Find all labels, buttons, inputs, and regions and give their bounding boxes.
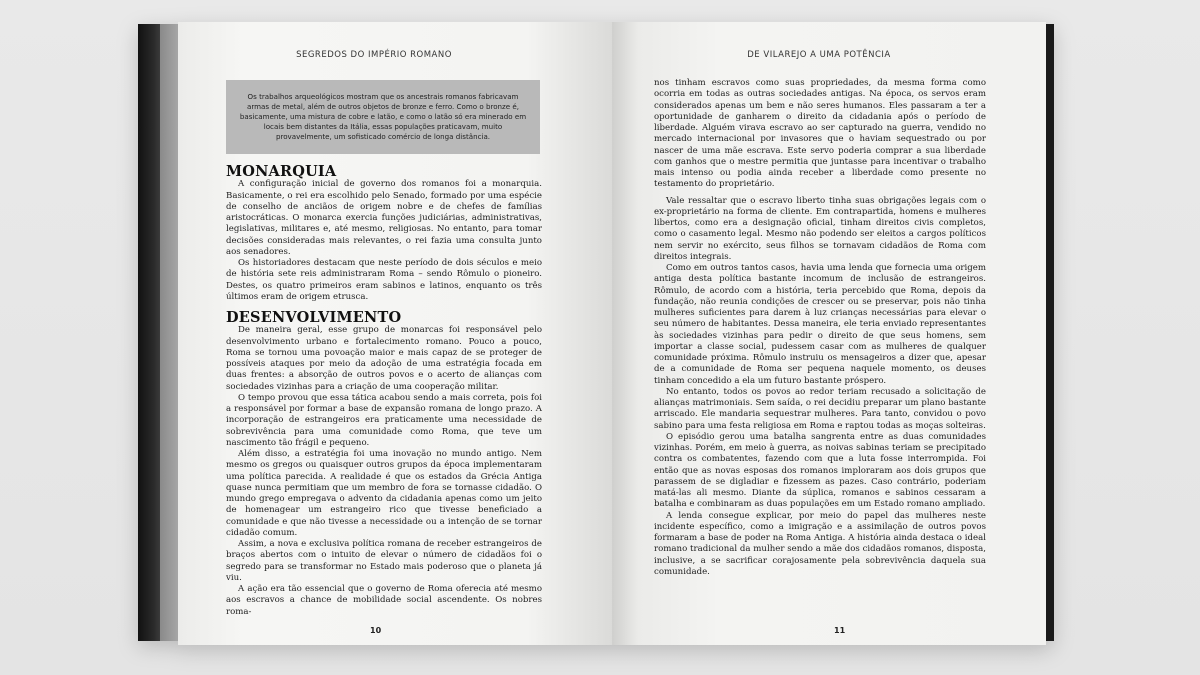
section-heading-monarquia: MONARQUIA	[226, 163, 337, 180]
running-head-right: DE VILAREJO A UMA POTÊNCIA	[747, 50, 891, 60]
book-cover-edge-right	[1046, 24, 1054, 641]
open-book	[138, 22, 1054, 645]
paragraph: Além disso, a estratégia foi uma inovação no mundo antigo. Nem mesmo os gregos ou quaisquer outros grupos da época implementaram uma política parecida. A realidade é que os estados da Grécia Antiga quase nunca permitiam que um membro de fora se tornasse cidadão. O mundo grego empregava o advento da cidadania apenas como um jeito de homenagear um estrangeiro rico que tivesse beneficiado a comunidade e que não tivesse a necessidade ou a intenção de se tornar cidadão comum.	[226, 449, 542, 538]
paragraph: Como em outros tantos casos, havia uma lenda que fornecia uma origem antiga desta política bastante incomum de inclusão de estrangeiros. Rômulo, de acordo com a história, teria percebido que Roma, depois da fundação, não reunia condições de crescer ou se preservar, pois não tinha mulheres suficientes para darem à luz crianças necessárias para elevar o seu número de habitantes. Dessa maneira, ele teria enviado representantes às sociedades vizinhas para pedir o direito de que seus homens, sem importar a classe social, pudessem casar com as mulheres de qualquer comunidade próxima. Rômulo instruiu os mensageiros a dizer que, apesar de a comunidade de Roma ser pequena naquele momento, os deuses tinham concedido a ela um futuro bastante próspero.	[654, 263, 986, 386]
paragraph: Vale ressaltar que o escravo liberto tinha suas obrigações legais com o ex-proprietário na forma de cliente. Em contrapartida, homens e mulheres libertos, como era a designação oficial, tinham direitos civis completos, como o casamento legal. Mesmo não podendo ser eleitos a cargos políticos nem servir no exército, seus filhos se tornavam cidadãos de Roma com direitos integrais.	[654, 195, 986, 262]
paragraph: No entanto, todos os povos ao redor teriam recusado a solicitação de alianças matrimoniais. Sem saída, o rei decidiu preparar um plano bastante arriscado. Ele mandaria sequestrar mulheres. Para tanto, convidou o povo sabino para uma festa religiosa em Roma e raptou todas as moças solteiras.	[654, 386, 986, 431]
left-body	[226, 163, 542, 618]
paragraph: O tempo provou que essa tática acabou sendo a mais correta, pois foi a responsável por formar a base de expansão romana de longo prazo. A incorporação de estrangeiros era praticamente uma necessidade de sobrevivência para uma comunidade como Roma, que teve um nascimento tão frágil e pequeno.	[226, 392, 542, 448]
running-head-left: SEGREDOS DO IMPÉRIO ROMANO	[296, 50, 452, 60]
book-cover-edge-left	[138, 24, 160, 641]
paragraph: De maneira geral, esse grupo de monarcas foi responsável pelo desenvolvimento urbano e fortalecimento romano. Pouco a pouco, Roma se tornou uma povoação maior e mais capaz de se proteger de possíveis ataques por meio da adoção de uma estratégia focada em duas frentes: a absorção de outros povos e o acerto de alianças com sociedades vizinhas para a criação de uma cooperação militar.	[226, 325, 542, 392]
right-page	[612, 22, 1046, 645]
page-number-right: 11	[834, 626, 846, 635]
left-page	[178, 22, 614, 645]
right-body	[654, 78, 986, 578]
paragraph: nos tinham escravos como suas propriedades, da mesma forma como ocorria em todas as outras sociedades antigas. Na época, os servos eram considerados apenas um bem e não seres humanos. Eles passaram a ter a oportunidade de ganharem o direito da cidadania após o período de liberdade. Alguém virava escravo ao ser capturado na guerra, vendido no mercado internacional por invasores que o haviam sequestrado ou por nascer de uma mãe escrava. Este servo poderia comprar a sua liberdade com ganhos que o mestre permitia que juntasse para incentivar o trabalho mais intenso ou podia ainda receber a liberdade como presente no testamento do proprietário.	[654, 78, 986, 190]
page-number-left: 10	[370, 626, 382, 635]
paragraph: A lenda consegue explicar, por meio do papel das mulheres neste incidente específico, como a imigração e a assimilação de outros povos formaram a base de poder na Roma Antiga. A história ainda destaca o ideal romano tradicional da mulher sendo a mãe dos cidadãos romanos, disposta, inclusive, a se sacrificar corajosamente pela sobrevivência daquela sua comunidade.	[654, 510, 986, 577]
paragraph: O episódio gerou uma batalha sangrenta entre as duas comunidades vizinhas. Porém, em meio à guerra, as noivas sabinas teriam se precipitado contra os combatentes, fazendo com que a luta fosse interrompida. Foi então que as novas esposas dos romanos imploraram aos dois grupos que parassem de se digladiar e fizessem as pazes. Caso contrário, poderiam matá-las ali mesmo. Diante da súplica, romanos e sabinos cessaram a batalha e combinaram as duas populações em um Estado romano ampliado.	[654, 431, 986, 510]
paragraph: Os historiadores destacam que neste período de dois séculos e meio de história sete reis administraram Roma – sendo Rômulo o pioneiro. Destes, os quatro primeiros eram sabinos e latinos, enquanto os três últimos eram de origem etrusca.	[226, 258, 542, 302]
paragraph: A ação era tão essencial que o governo de Roma oferecia até mesmo aos escravos a chance de mobilidade social ascendente. Os nobres roma-	[226, 584, 542, 617]
paragraph: Assim, a nova e exclusiva política romana de receber estrangeiros de braços abertos com o intuito de elevar o número de cidadãos foi o segredo para se transformar no Estado mais poderoso que o planeta já viu.	[226, 539, 542, 583]
section-heading-desenvolvimento: DESENVOLVIMENTO	[226, 309, 402, 326]
paragraph: A configuração inicial de governo dos romanos foi a monarquia. Basicamente, o rei era escolhido pelo Senado, formado por uma espécie de conselho de anciãos de origem nobre e de chefes de famílias aristocráticas. O monarca exercia funções judiciárias, administrativas, legislativas, militares e, até mesmo, religiosas. No entanto, para tomar decisões consideradas mais relevantes, o rei fazia uma consulta junto aos senadores.	[226, 179, 542, 257]
info-box: Os trabalhos arqueológicos mostram que os ancestrais romanos fabricavam armas de metal, além de outros objetos de bronze e ferro. Como o bronze é, basicamente, uma mistura de cobre e latão, e como o latão só era minerado em locais bem distantes da Itália, essas populações praticavam, muito provavelmente, um sofisticado comércio de longa distância.	[226, 80, 540, 154]
